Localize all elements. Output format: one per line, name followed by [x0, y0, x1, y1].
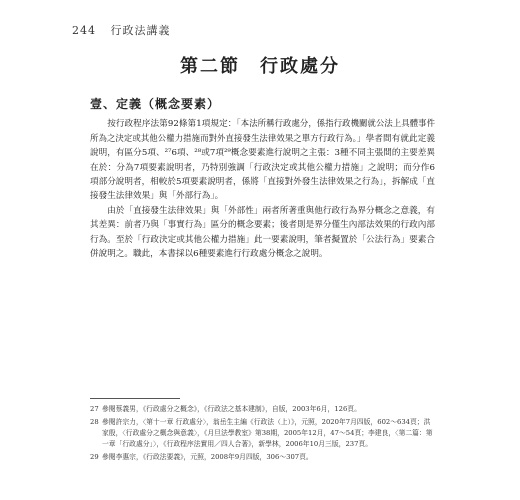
footnote-text: 參閱蔡義男，《行政處分之概念》，《行政法之基本建制》，自版，2003年6月，126頁。 — [102, 405, 361, 413]
footnotes — [90, 404, 435, 465]
paragraph — [90, 116, 435, 203]
footnote-divider — [90, 398, 180, 399]
page-number: 244 — [72, 24, 96, 37]
paragraph-rest: 由於「直接發生法律效果」與「外部性」兩者所著重與他行政行為界分概念之意義，有其差異：前者乃與「事實行為」區分的概念要素；後者則是界分僅生內部法效果的行政內部行為。至於「行政決定或其他公權力措施」此一要素說明，筆者擬置於「公法行為」要素合併說明之。職此，本書採以6種要素進行行政處分概念之說明。 — [90, 206, 435, 259]
section-title: 第二節 行政處分 — [180, 56, 340, 77]
footnote — [90, 404, 435, 415]
footnote-text: 參閱李惠宗，《行政法要義》，元照，2008年9月四版，306～307頁。 — [102, 453, 313, 461]
running-header — [72, 22, 171, 38]
footnote — [90, 417, 435, 450]
book-title: 行政法講義 — [110, 24, 171, 37]
paragraph-lead: 按行政程序法第92條第1項規定：「 — [107, 119, 241, 129]
statute-quote: 本法所稱行政處分，係指行政機關就公法上具體事件所為之決定或其他公權力措施而對外直接發生法律效果之單方行政行為。 — [90, 118, 436, 144]
footnote-number: 29 — [90, 453, 99, 461]
paragraph — [90, 204, 435, 261]
footnote-text: 參閱許宗力，〈第十一章 行政處分〉，翁岳生主編《行政法（上）》，元照，2020年7月四版，602～634頁；洪家殷，〈行政處分之概念與意義〉，《月旦法學教室》第38期，2005年12月，47～54頁；李建良，〈第二篇：第一章「行政處分」〉，《行政程序法實用／四人合著》，新學林，2006年10月三版，237頁。 — [102, 418, 433, 448]
subsection-heading: 壹、定義（概念要素） — [90, 97, 221, 111]
paragraph-rest: 」學者間有就此定義說明，有區分5項、²⁷6項、²⁸或7項²⁹概念要素進行說明之主張：3種不同主張間的主要差異在於：分為7項要素說明者，乃特別強調「行政決定或其他公權力措施」之說明；而分作6項部分說明者，相較於5項要素說明者，係將「直接對外發生法律效果之行為」，拆解成「直接發生法律效果」與「外部行為」。 — [90, 134, 435, 202]
footnote — [90, 452, 435, 463]
footnote-number: 27 — [90, 405, 99, 413]
body-text — [90, 116, 435, 262]
footnote-number: 28 — [90, 418, 99, 426]
